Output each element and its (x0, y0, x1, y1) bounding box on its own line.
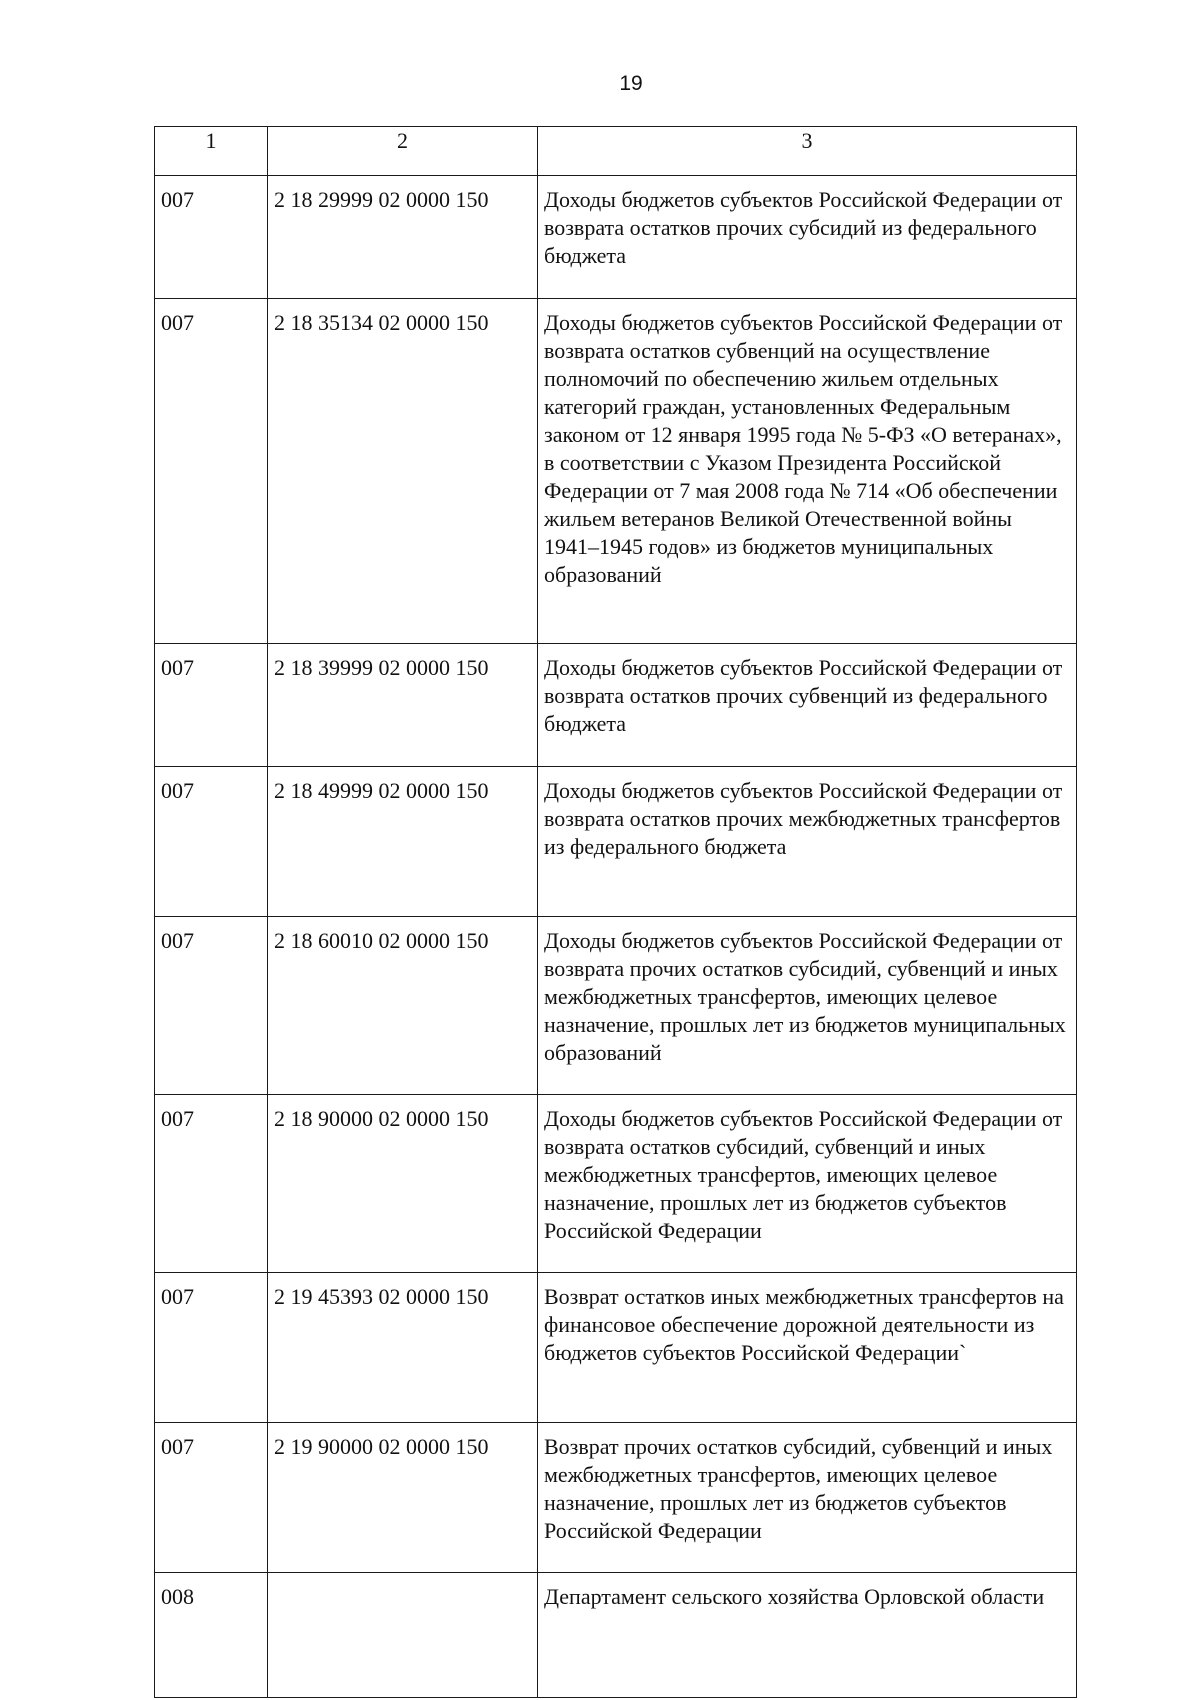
column-header-3: 3 (538, 127, 1077, 176)
revenue-description: Доходы бюджетов субъектов Российской Федерации от возврата остатков субвенций на осуществление полномочий по обеспечению жильем отдельных категорий граждан, установленных Федеральным законом от 12 января 1995 года № 5-ФЗ «О ветеранах», в соответствии с Указом Президента Российской Федерации от 7 мая 2008 года № 714 «Об обеспечении жильем ветеранов Великой Отечественной войны 1941–1945 годов» из бюджетов муниципальных образований (538, 299, 1077, 644)
revenue-description: Возврат остатков иных межбюджетных трансфертов на финансовое обеспечение дорожной деятельности из бюджетов субъектов Российской Федерации` (538, 1273, 1077, 1423)
budget-classification-code: 2 18 29999 02 0000 150 (268, 176, 538, 299)
table-row (155, 767, 1077, 917)
administrator-code: 007 (155, 767, 268, 917)
revenue-description: Доходы бюджетов субъектов Российской Федерации от возврата остатков прочих субсидий из федерального бюджета (538, 176, 1077, 299)
table-row (155, 1273, 1077, 1423)
budget-classification-code: 2 18 49999 02 0000 150 (268, 767, 538, 917)
administrator-code: 007 (155, 917, 268, 1095)
budget-classification-code: 2 18 39999 02 0000 150 (268, 644, 538, 767)
table-row (155, 1423, 1077, 1573)
budget-classification-code: 2 18 60010 02 0000 150 (268, 917, 538, 1095)
budget-classification-code: 2 18 35134 02 0000 150 (268, 299, 538, 644)
budget-classification-code: 2 19 90000 02 0000 150 (268, 1423, 538, 1573)
administrator-code: 007 (155, 1423, 268, 1573)
administrator-code: 007 (155, 1095, 268, 1273)
table-header-row (155, 127, 1077, 176)
table-row (155, 1573, 1077, 1698)
budget-classification-code (268, 1573, 538, 1698)
revenue-description: Доходы бюджетов субъектов Российской Федерации от возврата остатков прочих межбюджетных трансфертов из федерального бюджета (538, 767, 1077, 917)
column-header-2: 2 (268, 127, 538, 176)
column-header-1: 1 (155, 127, 268, 176)
table-row (155, 176, 1077, 299)
page-number: 19 (619, 72, 643, 95)
revenue-description: Доходы бюджетов субъектов Российской Федерации от возврата остатков прочих субвенций из федерального бюджета (538, 644, 1077, 767)
administrator-code: 008 (155, 1573, 268, 1698)
budget-classification-code: 2 18 90000 02 0000 150 (268, 1095, 538, 1273)
department-name: Департамент сельского хозяйства Орловской области (538, 1573, 1077, 1698)
revenue-description: Доходы бюджетов субъектов Российской Федерации от возврата прочих остатков субсидий, субвенций и иных межбюджетных трансфертов, имеющих целевое назначение, прошлых лет из бюджетов муниципальных образований (538, 917, 1077, 1095)
administrator-code: 007 (155, 644, 268, 767)
revenue-codes-table (154, 126, 1077, 1698)
table-row (155, 917, 1077, 1095)
table-row (155, 644, 1077, 767)
revenue-description: Доходы бюджетов субъектов Российской Федерации от возврата остатков субсидий, субвенций и иных межбюджетных трансфертов, имеющих целевое назначение, прошлых лет из бюджетов субъектов Российской Федерации (538, 1095, 1077, 1273)
administrator-code: 007 (155, 299, 268, 644)
budget-classification-code: 2 19 45393 02 0000 150 (268, 1273, 538, 1423)
administrator-code: 007 (155, 1273, 268, 1423)
table-row (155, 299, 1077, 644)
table-row (155, 1095, 1077, 1273)
administrator-code: 007 (155, 176, 268, 299)
revenue-description: Возврат прочих остатков субсидий, субвенций и иных межбюджетных трансфертов, имеющих целевое назначение, прошлых лет из бюджетов субъектов Российской Федерации (538, 1423, 1077, 1573)
